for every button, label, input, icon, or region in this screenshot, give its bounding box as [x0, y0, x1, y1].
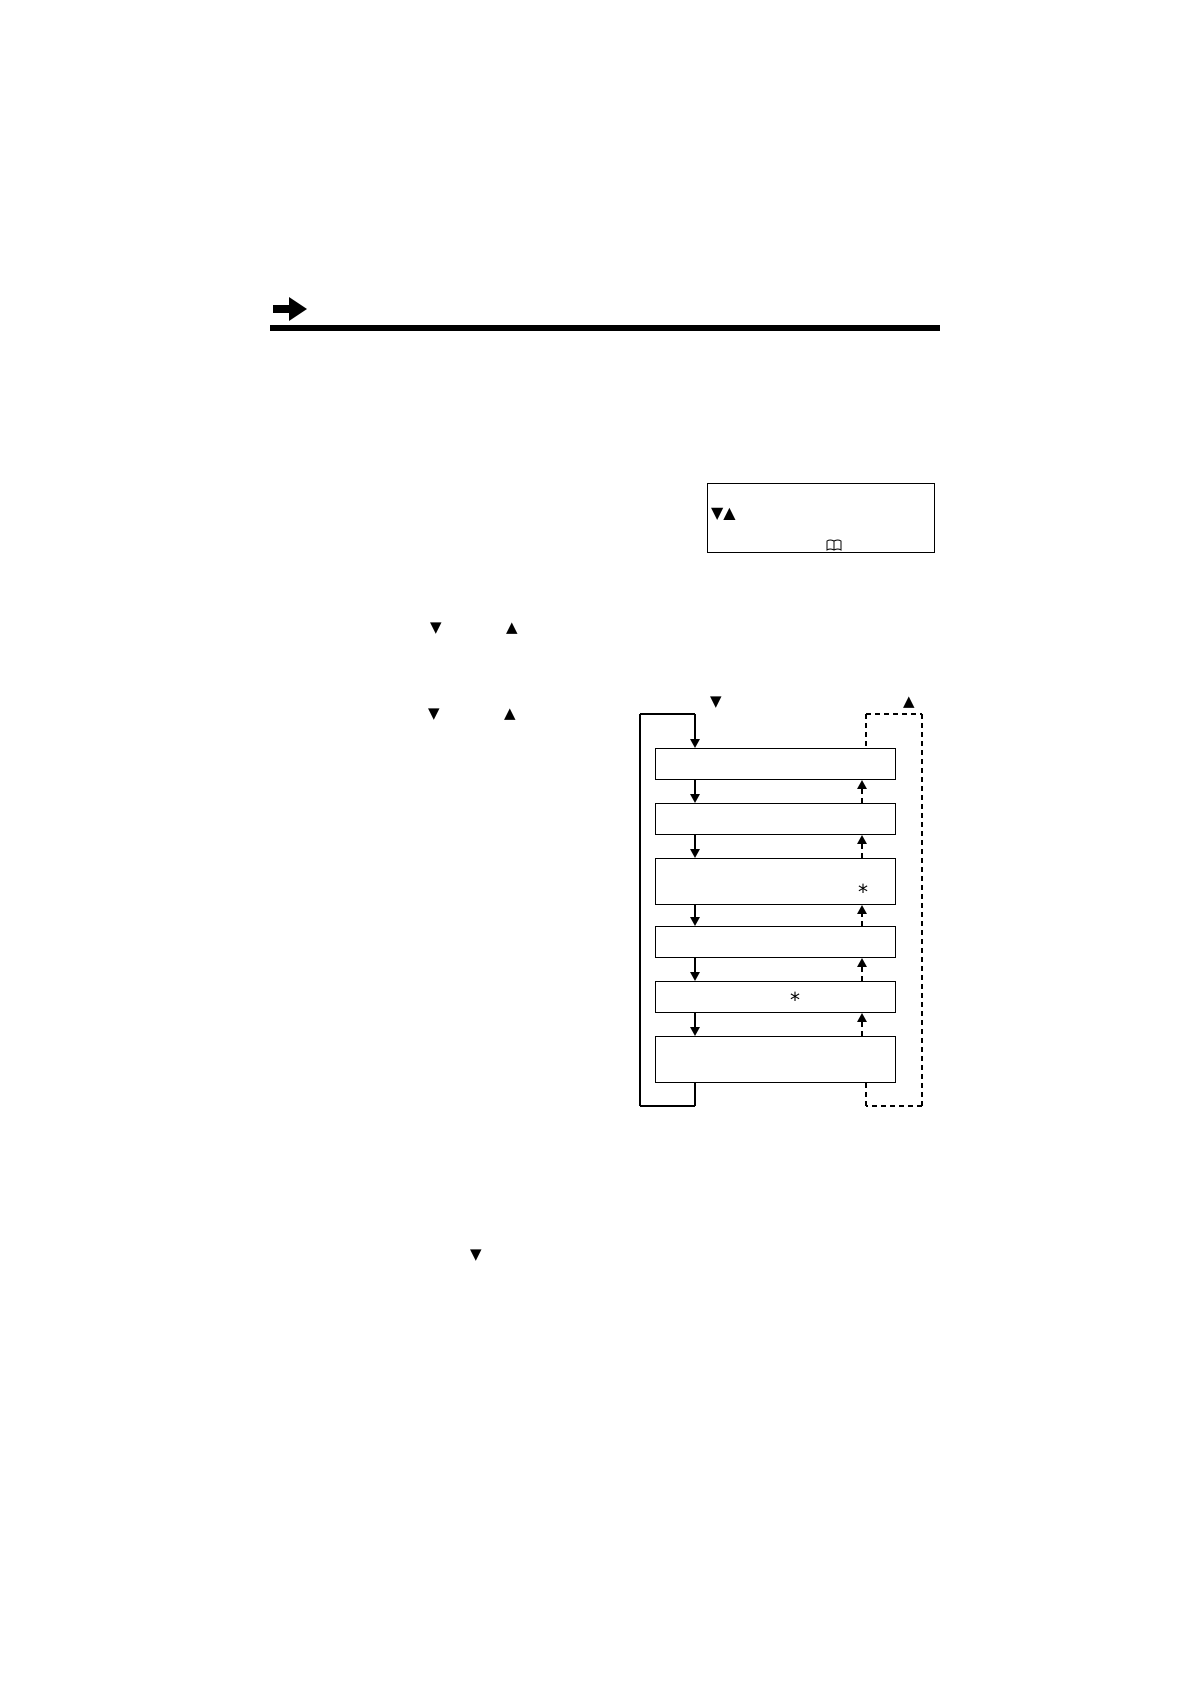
down-arrowhead	[690, 1027, 700, 1036]
flowchart-down-label: ▼	[710, 692, 722, 710]
flowchart-up-label: ▲	[903, 692, 915, 710]
up-arrowhead	[857, 780, 867, 789]
flowchart-box	[655, 1036, 896, 1083]
down-arrow-icon: ▼	[470, 1245, 482, 1263]
flowchart-box	[655, 981, 896, 1013]
flowchart-box	[655, 748, 896, 780]
flowchart-box	[655, 926, 896, 958]
up-arrowhead	[857, 835, 867, 844]
down-arrowhead	[690, 794, 700, 803]
flowchart-box-marker: *	[790, 988, 800, 1012]
display-nav-arrows: ▼▲	[711, 503, 736, 522]
down-arrowhead	[690, 972, 700, 981]
down-arrowhead	[690, 739, 700, 748]
flowchart-box-marker: *	[858, 880, 868, 904]
up-arrowhead	[857, 958, 867, 967]
down-arrow-icon: ▼	[430, 618, 442, 636]
up-arrowhead	[857, 905, 867, 914]
down-arrowhead	[690, 849, 700, 858]
flowchart-box	[655, 858, 896, 905]
flowchart-box	[655, 803, 896, 835]
down-arrowhead	[690, 917, 700, 926]
down-arrow-icon: ▼	[428, 704, 440, 722]
up-arrowhead	[857, 1013, 867, 1022]
up-arrow-icon: ▲	[506, 618, 518, 636]
up-arrow-icon: ▲	[504, 704, 516, 722]
